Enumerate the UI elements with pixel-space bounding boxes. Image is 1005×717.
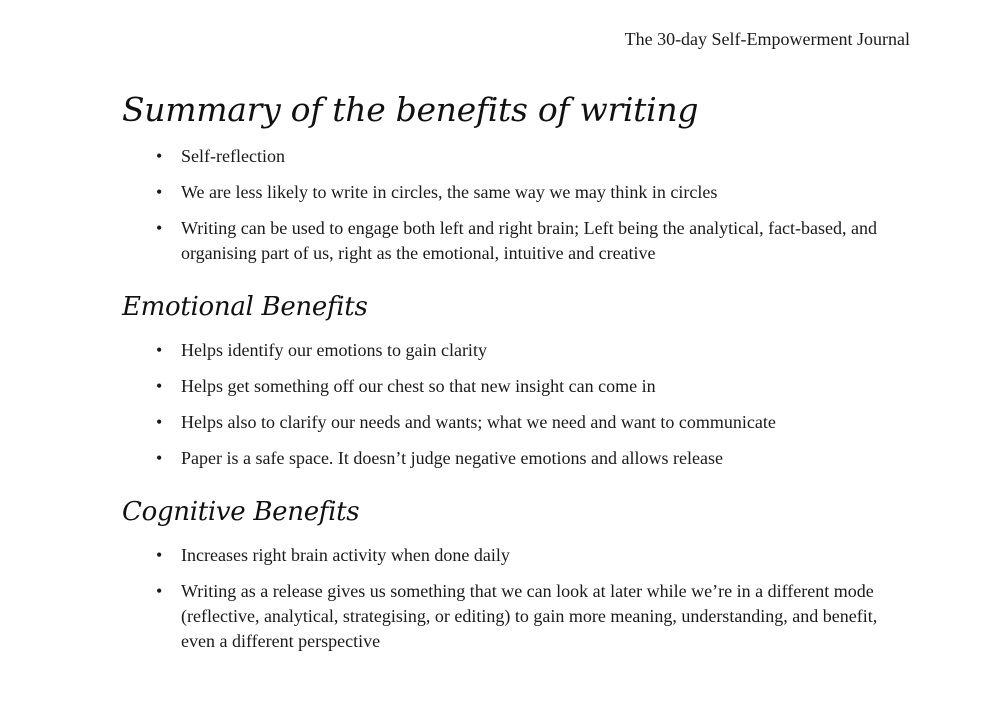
list-item [122, 338, 912, 363]
section-heading-emotional: Emotional Benefits [122, 292, 368, 322]
list-item [122, 216, 912, 266]
cognitive-benefits-list [122, 543, 912, 654]
bullet-icon: • [156, 545, 163, 565]
section-heading-cognitive: Cognitive Benefits [122, 497, 360, 527]
bullet-icon: • [156, 581, 163, 601]
list-item [122, 543, 912, 568]
emotional-benefits-list [122, 338, 912, 471]
running-header: The 30-day Self-Empowerment Journal [624, 29, 910, 49]
bullet-icon: • [156, 340, 163, 360]
list-item [122, 410, 912, 435]
list-item-text: Writing can be used to engage both left and right brain; Left being the analytical, fact-based, and organising part of us, right as the emotional, intuitive and creative [181, 218, 878, 263]
list-item-text: Self-reflection [181, 146, 285, 166]
summary-list [122, 144, 912, 266]
list-item [122, 579, 912, 654]
bullet-icon: • [156, 146, 163, 166]
list-item-text: We are less likely to write in circles, the same way we may think in circles [181, 182, 718, 202]
bullet-icon: • [156, 182, 163, 202]
list-item-text: Helps get something off our chest so that new insight can come in [181, 376, 656, 396]
list-item [122, 144, 912, 169]
content [122, 88, 912, 665]
list-item [122, 180, 912, 205]
bullet-icon: • [156, 448, 163, 468]
list-item-text: Writing as a release gives us something that we can look at later while we’re in a different mode (reflective, analytical, strategising, or editing) to gain more meaning, understanding, and benefit, even a different perspective [181, 581, 878, 651]
list-item-text: Increases right brain activity when done daily [181, 545, 510, 565]
list-item [122, 374, 912, 399]
list-item-text: Helps identify our emotions to gain clarity [181, 340, 487, 360]
bullet-icon: • [156, 412, 163, 432]
list-item-text: Helps also to clarify our needs and wants; what we need and want to communicate [181, 412, 776, 432]
list-item-text: Paper is a safe space. It doesn’t judge negative emotions and allows release [181, 448, 723, 468]
bullet-icon: • [156, 376, 163, 396]
page-title: Summary of the benefits of writing [122, 90, 699, 129]
list-item [122, 446, 912, 471]
bullet-icon: • [156, 218, 163, 238]
